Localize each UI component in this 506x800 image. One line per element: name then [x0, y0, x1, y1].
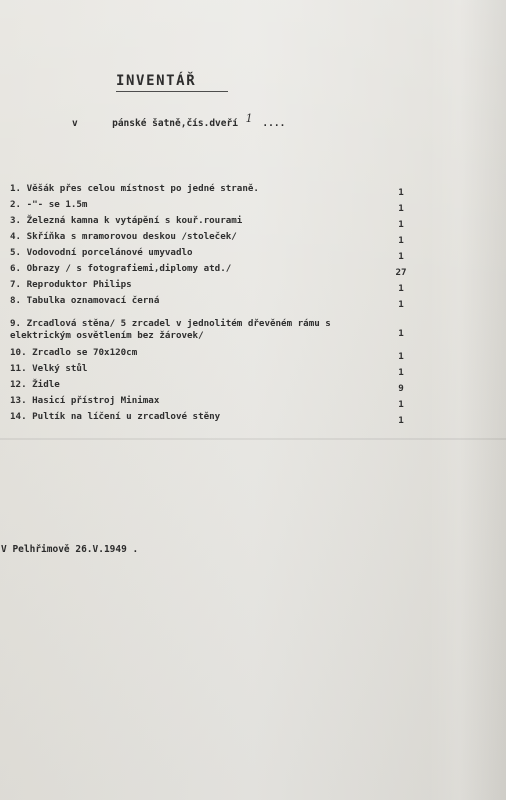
item-quantity: 1: [398, 299, 404, 310]
item-quantity: 1: [398, 415, 404, 426]
item-quantity: 1: [398, 283, 404, 294]
item-line: 12. Židle: [10, 379, 60, 390]
item-quantity: 9: [398, 383, 404, 394]
item-quantity: 1: [398, 351, 404, 362]
item-quantity: 1: [398, 219, 404, 230]
item-quantity: 1: [398, 367, 404, 378]
item-quantity: 1: [398, 187, 404, 198]
location-text: pánské šatně,čís.dveří: [112, 118, 238, 129]
location-prefix: v: [72, 118, 78, 129]
item-line: 1. Věšák přes celou místnost po jedné straně.: [10, 183, 259, 194]
document-title: INVENTÁŘ: [116, 73, 197, 89]
item-quantity: 27: [395, 267, 407, 278]
item-quantity: 1: [398, 235, 404, 246]
item-line: 3. Železná kamna k vytápění s kouř.rourami: [10, 215, 243, 226]
item-quantity: 1: [398, 251, 404, 262]
item-quantity: 1: [398, 328, 404, 339]
item-line: 2. -"- se 1.5m: [10, 199, 88, 210]
location-line: [72, 112, 332, 134]
item-line: 9. Zrcadlová stěna/ 5 zrcadel v jednolitém dřevěném rámu s elektrickým osvětlením bez žárovek/: [10, 318, 331, 341]
item-line: 6. Obrazy / s fotografiemi,diplomy atd./: [10, 263, 232, 274]
item-line: 7. Reproduktor Philips: [10, 279, 132, 290]
item-line: 11. Velký stůl: [10, 363, 88, 374]
item-line: 13. Hasicí přístroj Minimax: [10, 395, 160, 406]
title-block: [116, 73, 236, 97]
inventory-list: [10, 183, 480, 453]
inventory-item-9: [10, 318, 480, 346]
item-line: 5. Vodovodní porcelánové umyvadlo: [10, 247, 193, 258]
item-line: 10. Zrcadlo se 70x120cm: [10, 347, 138, 358]
item-line: 14. Pultík na líčení u zrcadlové stěny: [10, 411, 221, 422]
handwritten-door-number: 1: [245, 112, 253, 125]
item-line: 4. Skříňka s mramorovou deskou /stoleček/: [10, 231, 237, 242]
document-footer: V Pelhřimově 26.V.1949 .: [1, 544, 139, 555]
item-quantity: 1: [398, 203, 404, 214]
item-line: 8. Tabulka oznamovací černá: [10, 295, 160, 306]
location-dots: ....: [262, 118, 286, 129]
title-underline: [116, 91, 228, 92]
item-quantity: 1: [398, 399, 404, 410]
